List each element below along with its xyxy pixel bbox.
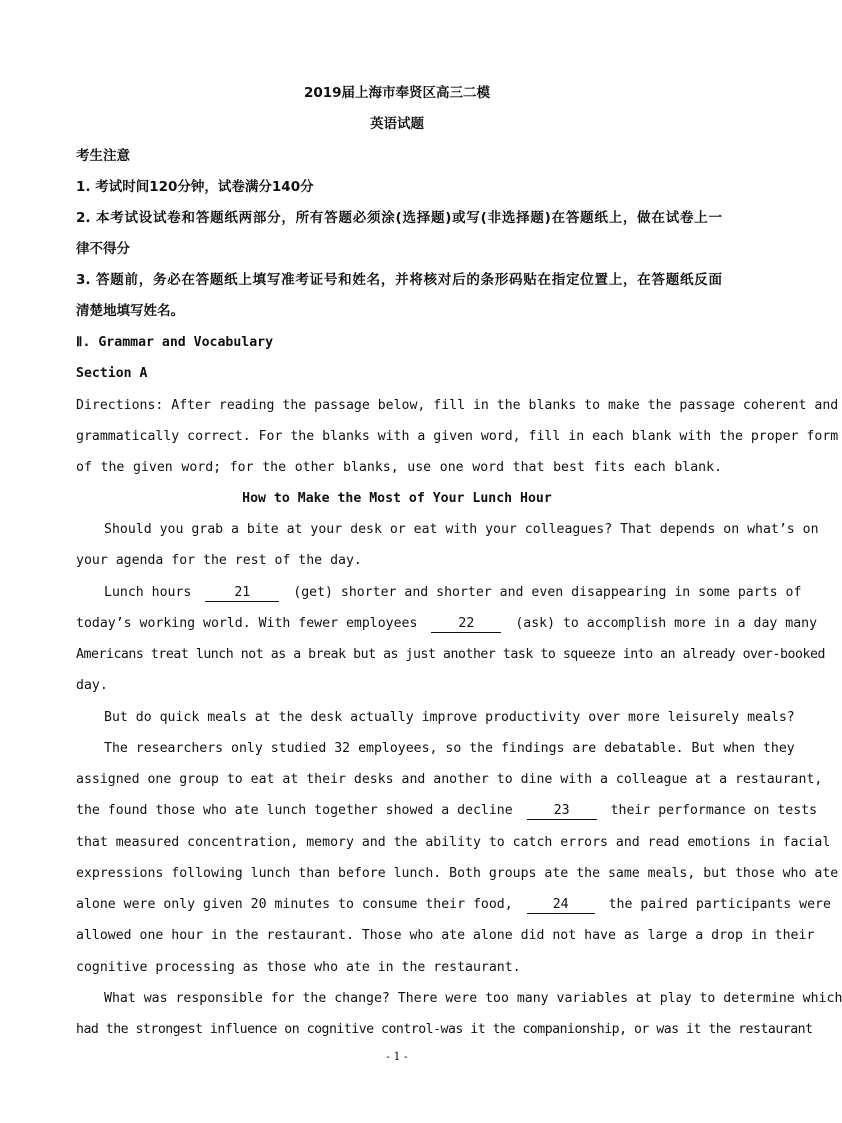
passage-line: day.: [76, 678, 108, 693]
passage-text: the paired participants were: [608, 897, 831, 912]
blank-24: 24: [527, 897, 595, 914]
directions-line: Directions: After reading the passage below, fill in the blanks to make the passage coherent and: [76, 398, 839, 413]
notice-item-3: 3. 答题前，务必在答题纸上填写准考证号和姓名，并将核对后的条形码贴在指定位置上，在答题纸反面: [76, 272, 722, 288]
passage-line: cognitive processing as those who ate in the restaurant.: [76, 960, 521, 975]
blank-22: 22: [431, 616, 501, 633]
passage-line: allowed one hour in the restaurant. Those who ate alone did not have as large a drop in their: [76, 928, 815, 943]
passage-text: alone were only given 20 minutes to consume their food,: [76, 897, 513, 912]
notice-item-1: 1. 考试时间120分钟，试卷满分140分: [76, 179, 314, 195]
passage-line: The researchers only studied 32 employees, so the findings are debatable. But when they: [104, 741, 795, 756]
notice-heading: 考生注意: [76, 148, 130, 164]
passage-line: assigned one group to eat at their desks and another to dine with a colleague at a restaurant,: [76, 772, 823, 787]
passage-line: But do quick meals at the desk actually improve productivity over more leisurely meals?: [104, 710, 795, 725]
notice-item-2: 2. 本考试设试卷和答题纸两部分，所有答题必须涂(选择题)或写(非选择题)在答题纸上，做在试卷上一: [76, 210, 722, 226]
passage-title: How to Make the Most of Your Lunch Hour: [242, 491, 552, 506]
passage-line: Americans treat lunch not as a break but as just another task to squeeze into an already over-booked: [76, 647, 825, 662]
passage-line: What was responsible for the change? There were too many variables at play to determine which: [104, 991, 842, 1006]
passage-line: expressions following lunch than before lunch. Both groups ate the same meals, but those who ate: [76, 866, 839, 881]
notice-item-3-cont: 清楚地填写姓名。: [76, 303, 184, 319]
passage-line: that measured concentration, memory and the ability to catch errors and read emotions in facial: [76, 835, 831, 850]
passage-text: the found those who ate lunch together showed a decline: [76, 803, 513, 818]
passage-line-with-blank: [76, 896, 831, 914]
passage-text: (ask) to accomplish more in a day many: [515, 616, 818, 631]
passage-line: had the strongest influence on cognitive control-was it the companionship, or was it the restaurant: [76, 1022, 813, 1037]
blank-21: 21: [205, 585, 279, 602]
passage-text: their performance on tests: [610, 803, 818, 818]
section-title: Section A: [76, 366, 148, 381]
exam-subject: 英语试题: [370, 116, 424, 132]
exam-title: 2019届上海市奉贤区高三二模: [303, 85, 491, 101]
passage-text: (get) shorter and shorter and even disappearing in some parts of: [293, 585, 802, 600]
passage-text: Lunch hours: [104, 585, 192, 600]
passage-line-with-blank: [76, 802, 818, 820]
notice-item-2-cont: 律不得分: [76, 241, 130, 257]
blank-23: 23: [527, 803, 597, 820]
part-title: Ⅱ. Grammar and Vocabulary: [76, 335, 274, 350]
page-number: - 1 -: [386, 1050, 408, 1063]
passage-line: your agenda for the rest of the day.: [76, 553, 362, 568]
passage-line-with-blank: [104, 584, 802, 602]
directions-line: of the given word; for the other blanks, use one word that best fits each blank.: [76, 460, 722, 475]
directions-line: grammatically correct. For the blanks with a given word, fill in each blank with the proper form: [76, 429, 839, 444]
passage-text: today’s working world. With fewer employees: [76, 616, 418, 631]
passage-line-with-blank: [76, 615, 818, 633]
passage-line: Should you grab a bite at your desk or eat with your colleagues? That depends on what’s on: [104, 522, 819, 537]
